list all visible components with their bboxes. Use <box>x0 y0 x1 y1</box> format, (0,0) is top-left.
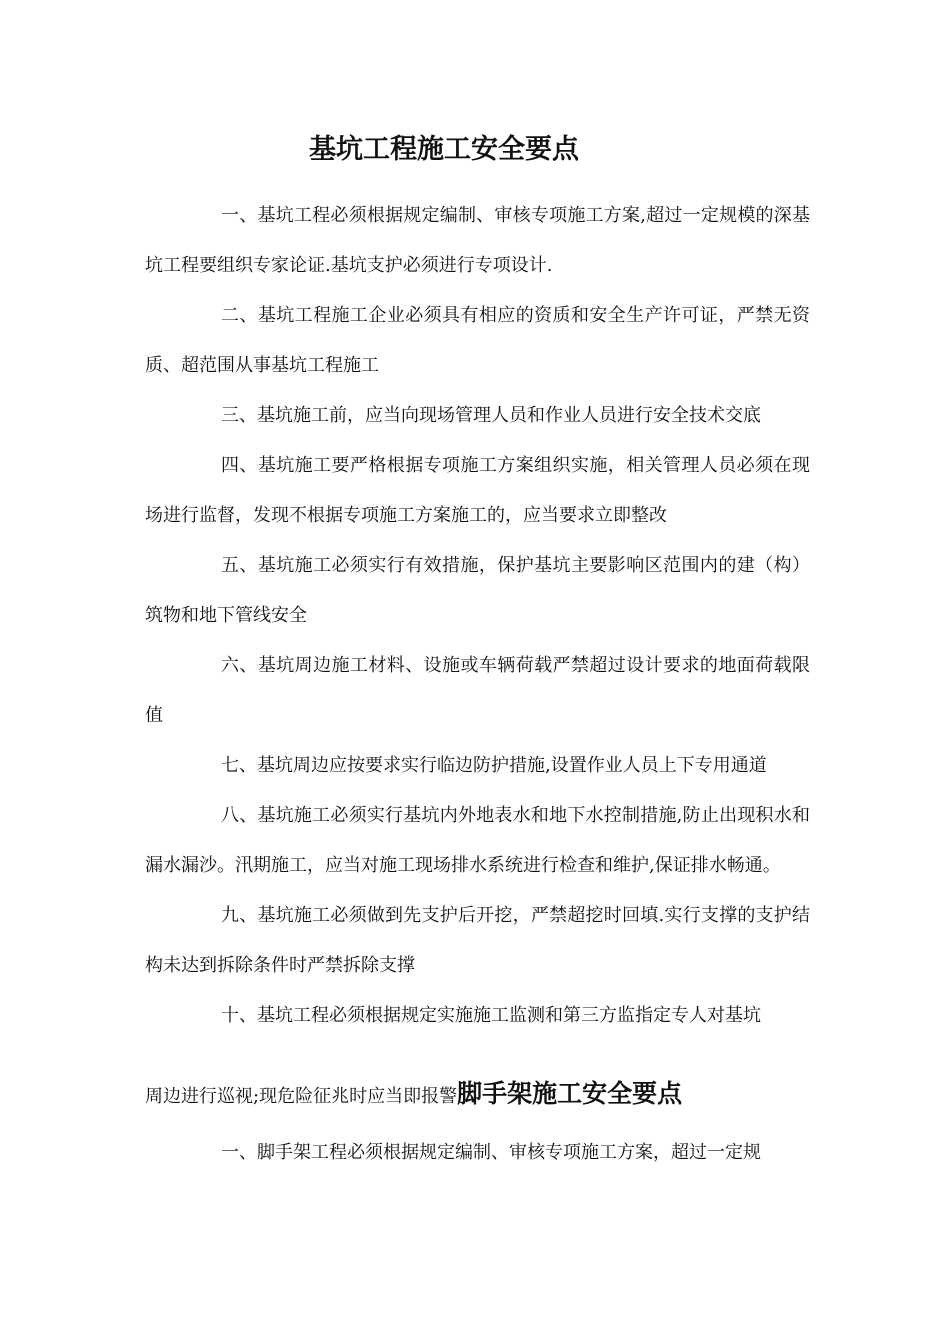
document-title: 基坑工程施工安全要点 <box>309 134 579 165</box>
paragraph-10-continued <box>145 1067 810 1124</box>
paragraph-3: 三、基坑施工前，应当向现场管理人员和作业人员进行安全技术交底 <box>221 405 761 426</box>
paragraph-6: 六、基坑周边施工材料、设施或车辆荷载严禁超过设计要求的地面荷载限值 <box>145 655 810 726</box>
paragraph-10: 十、基坑工程必须根据规定实施施工监测和第三方监指定专人对基坑 <box>221 1005 761 1026</box>
paragraph-2: 二、基坑工程施工企业必须具有相应的资质和安全生产许可证，严禁无资质、超范围从事基坑工程施工 <box>145 305 810 376</box>
document-body <box>145 191 810 1178</box>
paragraph-7: 七、基坑周边应按要求实行临边防护措施,设置作业人员上下专用通道 <box>221 755 767 776</box>
paragraph-10-tail: 周边进行巡视;现危险征兆时应当即报警 <box>145 1086 458 1107</box>
paragraph-4: 四、基坑施工要严格根据专项施工方案组织实施，相关管理人员必须在现场进行监督，发现不根据专项施工方案施工的，应当要求立即整改 <box>145 455 810 526</box>
paragraph-9: 九、基坑施工必须做到先支护后开挖，严禁超挖时回填.实行支撑的支护结构未达到拆除条件时严禁拆除支撑 <box>145 905 810 976</box>
paragraph-8: 八、基坑施工必须实行基坑内外地表水和地下水控制措施,防止出现积水和漏水漏沙。汛期施工，应当对施工现场排水系统进行检查和维护,保证排水畅通。 <box>145 805 810 876</box>
second-section-title: 脚手架施工安全要点 <box>457 1079 683 1108</box>
paragraph-5: 五、基坑施工必须实行有效措施，保护基坑主要影响区范围内的建（构）筑物和地下管线安全 <box>145 555 810 626</box>
scaffold-paragraph-1: 一、脚手架工程必须根据规定编制、审核专项施工方案，超过一定规 <box>221 1142 761 1163</box>
paragraph-1: 一、基坑工程必须根据规定编制、审核专项施工方案,超过一定规模的深基坑工程要组织专家论证.基坑支护必须进行专项设计. <box>145 205 810 276</box>
